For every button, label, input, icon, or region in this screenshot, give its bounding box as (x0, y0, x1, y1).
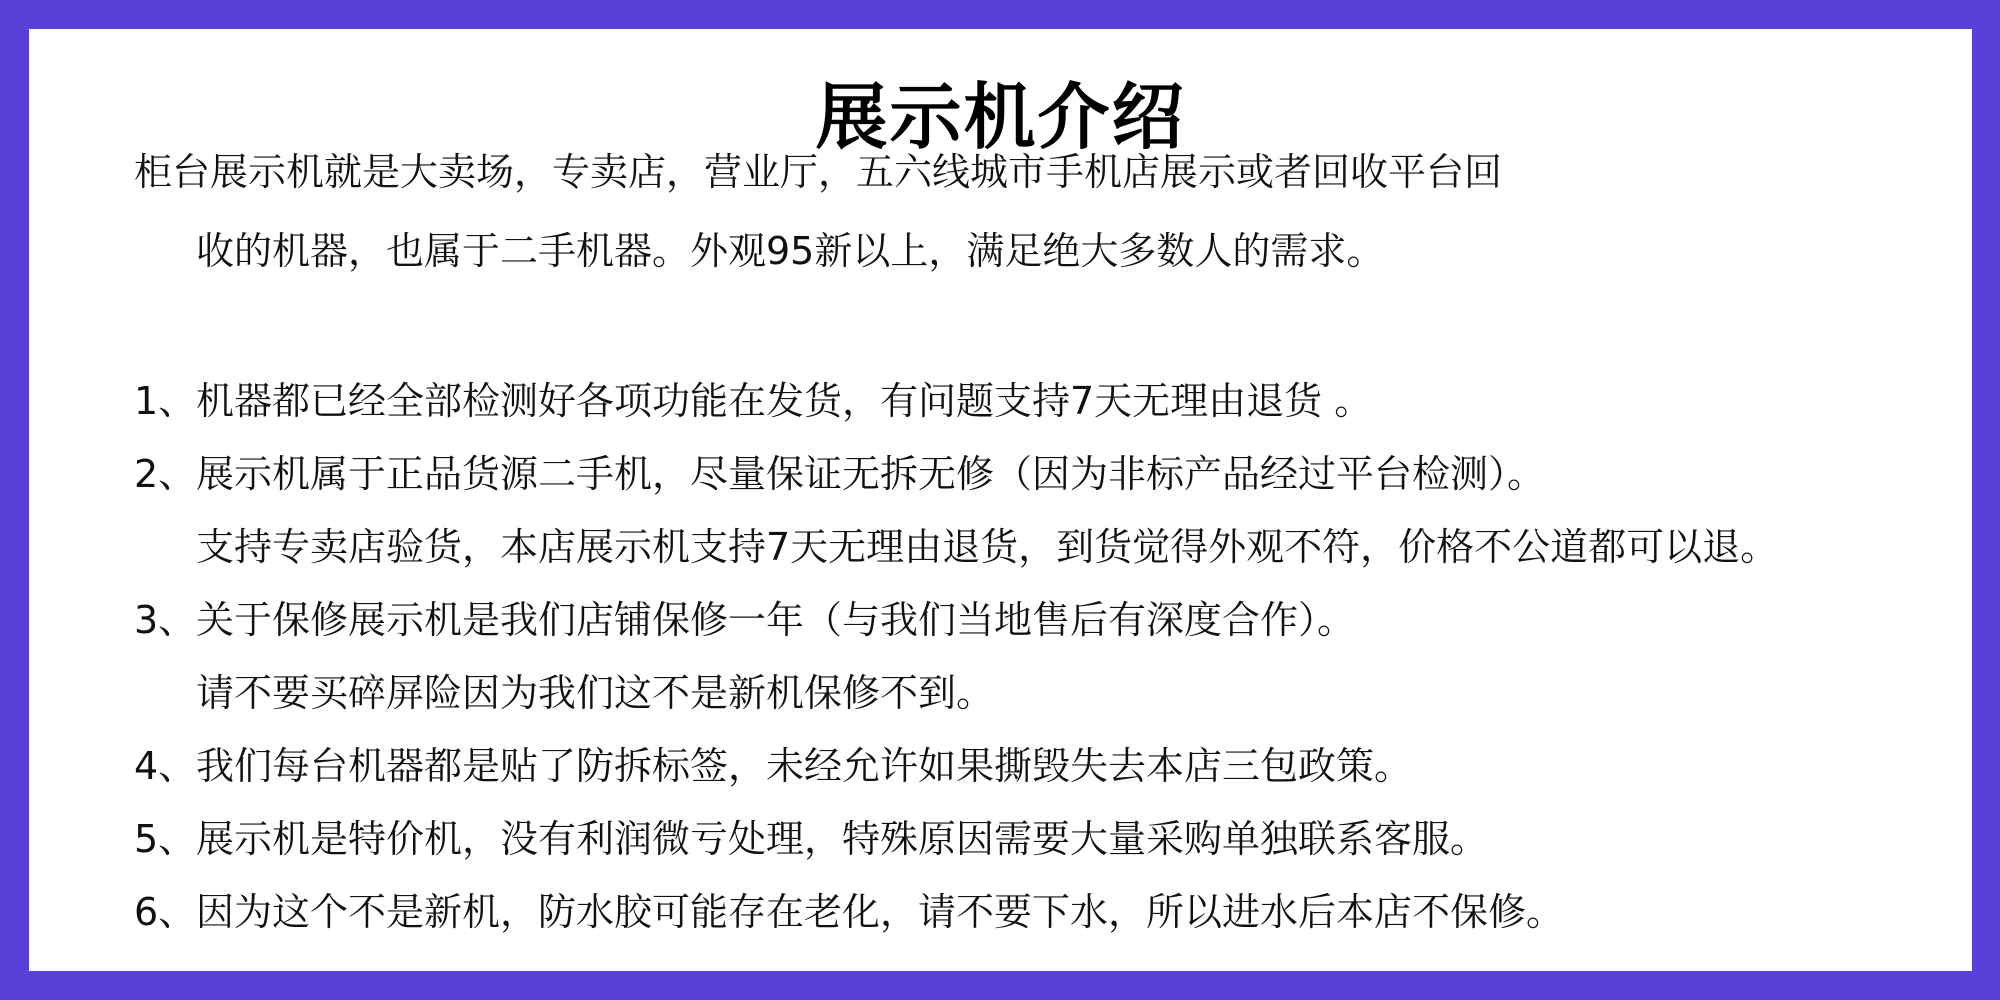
list-item-2-continuation: 支持专卖店验货，本店展示机支持7天无理由退货，到货觉得外观不符，价格不公道都可以退。 (196, 525, 1779, 569)
list-item-number: 1、 (134, 379, 197, 423)
list-item-number: 2、 (134, 452, 197, 496)
list-item-5 (134, 813, 1488, 865)
list-item-text: 我们每台机器都是贴了防拆标签，未经允许如果撕毁失去本店三包政策。 (196, 744, 1413, 788)
list-item-number: 6、 (134, 890, 197, 934)
list-item-6 (134, 886, 1564, 938)
list-item-3-continuation: 请不要买碎屏险因为我们这不是新机保修不到。 (196, 671, 995, 715)
list-item-4 (134, 740, 1412, 792)
list-item-text: 机器都已经全部检测好各项功能在发货，有问题支持7天无理由退货 。 (196, 379, 1373, 423)
list-item-text: 展示机是特价机，没有利润微亏处理，特殊原因需要大量采购单独联系客服。 (196, 817, 1489, 861)
list-item-number: 3、 (134, 598, 197, 642)
list-item-text: 因为这个不是新机，防水胶可能存在老化，请不要下水，所以进水后本店不保修。 (196, 890, 1565, 934)
list-item-text: 关于保修展示机是我们店铺保修一年（与我们当地售后有深度合作）。 (196, 598, 1356, 642)
list-item-3 (134, 594, 1355, 646)
page-title: 展示机介绍 (815, 75, 1186, 159)
list-item-1 (134, 375, 1372, 427)
list-item-text: 展示机属于正品货源二手机，尽量保证无拆无修（因为非标产品经过平台检测）。 (196, 452, 1546, 496)
intro-line-1: 柜台展示机就是大卖场，专卖店，营业厅，五六线城市手机店展示或者回收平台回 (134, 150, 1503, 194)
content-panel (29, 29, 1972, 971)
list-item-number: 4、 (134, 744, 197, 788)
intro-line-2: 收的机器，也属于二手机器。外观95新以上，满足绝大多数人的需求。 (196, 229, 1385, 273)
list-item-number: 5、 (134, 817, 197, 861)
list-item-2 (134, 448, 1545, 500)
